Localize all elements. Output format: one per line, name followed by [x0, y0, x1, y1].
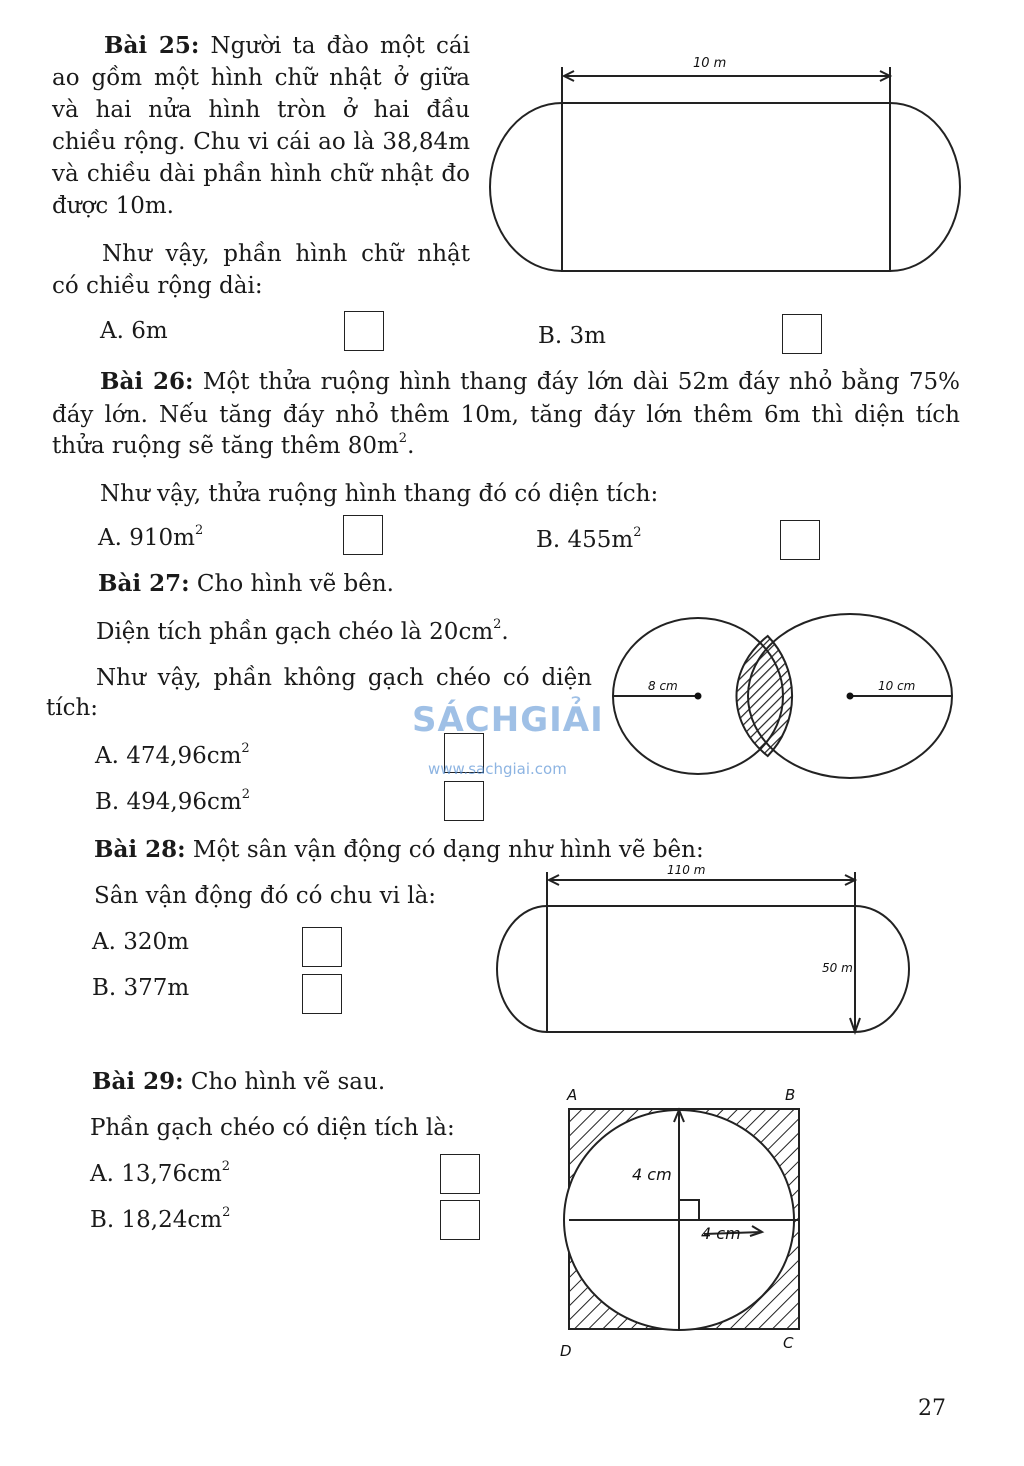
bai25-right-semicircle	[890, 103, 960, 271]
bai29-option-a-text: A. 13,76cm	[90, 1161, 222, 1187]
bai26-answer-a-checkbox[interactable]	[343, 515, 383, 555]
bai29-question: Phần gạch chéo có diện tích là:	[90, 1115, 455, 1141]
bai27-option-b-text: B. 494,96cm	[95, 789, 242, 815]
bai27-title: Bài 27:	[98, 570, 190, 597]
bai27-answer-b-checkbox[interactable]	[444, 781, 484, 821]
bai25-line-6: được 10m.	[52, 193, 174, 219]
bai28-rectangle	[547, 906, 855, 1032]
bai26-text-1: Một thửa ruộng hình thang đáy lớn dài 52m đáy nhỏ bằng 75%	[202, 369, 960, 395]
bai27-intro: Cho hình vẽ bên.	[196, 571, 394, 597]
bai26-option-a-text: A. 910m	[98, 525, 195, 551]
bai28-title: Bài 28:	[94, 836, 186, 863]
bai26-answer-b-checkbox[interactable]	[780, 520, 820, 560]
watermark-url: www.sachgiai.com	[428, 760, 567, 778]
bai29-corner-d: D	[560, 1342, 572, 1360]
bai28-question: Sân vận động đó có chu vi là:	[94, 883, 437, 909]
bai29-option-a	[90, 1158, 230, 1190]
bai26-line-1	[100, 366, 960, 398]
bai26-text-3: thửa ruộng sẽ tăng thêm 80m	[52, 433, 399, 459]
bai25-length-label: 10 m	[693, 56, 727, 71]
bai25-pond-figure	[488, 50, 968, 290]
bai25-line-5: và chiều dài phần hình chữ nhật đo	[52, 161, 470, 187]
bai26-option-b-text: B. 455m	[536, 527, 634, 553]
bai26-line-3	[52, 430, 414, 462]
bai27-given-sup: 2	[493, 617, 502, 633]
bai27-given-end: .	[501, 619, 509, 645]
bai28-answer-a-checkbox[interactable]	[302, 927, 342, 967]
bai29-intro: Cho hình vẽ sau.	[190, 1069, 386, 1095]
bai25-text-1: Người ta đào một cái	[210, 33, 471, 59]
bai29-option-a-sup: 2	[221, 1159, 231, 1175]
bai27-given-text: Diện tích phần gạch chéo là 20cm	[96, 619, 494, 645]
bai26-option-b-sup: 2	[633, 525, 642, 541]
bai26-option-a-sup: 2	[194, 523, 204, 539]
bai27-option-a-sup: 2	[241, 741, 250, 757]
bai25-line-4: chiều rộng. Chu vi cái ao là 38,84m	[52, 129, 470, 155]
bai25-answer-b-checkbox[interactable]	[782, 314, 822, 354]
bai29-option-b-text: B. 18,24cm	[90, 1207, 223, 1233]
bai29-answer-b-checkbox[interactable]	[440, 1200, 480, 1240]
bai26-line-2: đáy lớn. Nếu tăng đáy nhỏ thêm 10m, tăng đáy lớn thêm 6m thì diện tích	[52, 402, 960, 428]
bai25-option-b: B. 3m	[538, 323, 606, 349]
bai25-rectangle	[562, 103, 890, 271]
bai29-option-b-sup: 2	[222, 1205, 231, 1221]
bai29-vertical-label: 4 cm	[632, 1165, 672, 1184]
bai25-question-2: có chiều rộng dài:	[52, 273, 263, 299]
bai27-option-a	[95, 740, 250, 772]
bai29-line-1	[92, 1066, 385, 1098]
bai28-right-semicircle	[855, 906, 909, 1032]
bai25-question-1: Như vậy, phần hình chữ nhật	[102, 241, 470, 267]
bai27-left-radius-label: 8 cm	[648, 679, 678, 693]
bai25-left-semicircle	[490, 103, 562, 271]
bai28-option-a: A. 320m	[92, 929, 189, 955]
page-number: 27	[918, 1396, 946, 1421]
bai28-option-b: B. 377m	[92, 975, 190, 1001]
bai28-stadium-figure	[490, 860, 920, 1040]
bai25-option-a: A. 6m	[100, 318, 168, 344]
bai27-question-1: Như vậy, phần không gạch chéo có diện	[96, 665, 592, 691]
bai27-option-b	[95, 786, 250, 818]
bai29-title: Bài 29:	[92, 1068, 184, 1095]
bai25-line-1	[52, 30, 470, 62]
bai26-question: Như vậy, thửa ruộng hình thang đó có diện tích:	[100, 481, 659, 507]
watermark-brand: SÁCHGIẢI	[412, 700, 604, 740]
bai25-line-3: và hai nửa hình tròn ở hai đầu	[52, 97, 470, 123]
bai27-question-2: tích:	[46, 695, 99, 721]
bai29-option-b	[90, 1204, 230, 1236]
bai29-horizontal-label: 4 cm	[701, 1224, 741, 1243]
bai27-right-radius-label: 10 cm	[878, 679, 916, 693]
bai27-line-1	[98, 568, 394, 600]
bai27-option-a-text: A. 474,96cm	[95, 743, 242, 769]
bai29-corner-a: A	[567, 1086, 578, 1104]
bai26-text-3-sup: 2	[398, 431, 408, 447]
bai26-title: Bài 26:	[100, 368, 194, 395]
bai26-text-3-end: .	[407, 433, 415, 459]
bai29-square-circle-figure	[554, 1080, 814, 1360]
bai28-answer-b-checkbox[interactable]	[302, 974, 342, 1014]
bai27-given	[96, 616, 509, 648]
bai28-intro: Một sân vận động có dạng như hình vẽ bên:	[192, 837, 704, 863]
bai29-corner-b: B	[785, 1086, 796, 1104]
bai29-answer-a-checkbox[interactable]	[440, 1154, 480, 1194]
bai29-corner-c: C	[783, 1334, 794, 1352]
bai27-option-b-sup: 2	[241, 787, 250, 803]
bai28-length-label: 110 m	[667, 863, 706, 877]
bai27-circles-figure	[608, 602, 958, 792]
bai28-width-label: 50 m	[822, 961, 853, 975]
bai25-line-2: ao gồm một hình chữ nhật ở giữa	[52, 65, 470, 91]
bai26-option-a	[98, 522, 203, 554]
bai25-answer-a-checkbox[interactable]	[344, 311, 384, 351]
bai26-option-b	[536, 524, 642, 556]
bai28-left-semicircle	[497, 906, 547, 1032]
bai25-title: Bài 25:	[104, 32, 200, 59]
